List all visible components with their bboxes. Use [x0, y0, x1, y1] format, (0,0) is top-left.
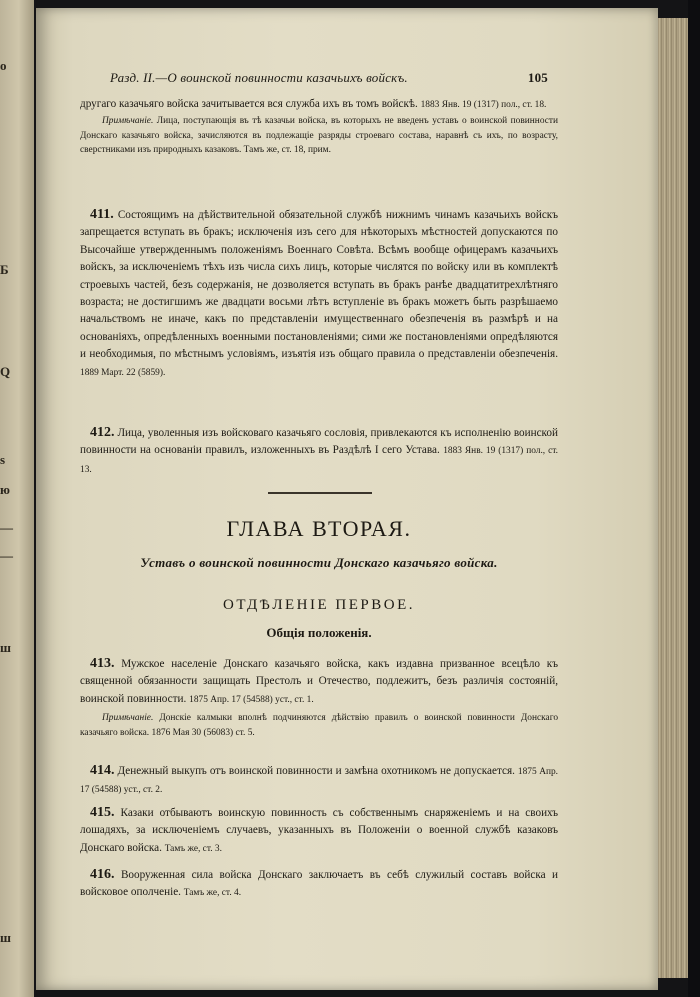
citation: 1876 Мая 30 (56083) ст. 5.	[151, 727, 255, 738]
citation: Тамъ же, ст. 4.	[183, 888, 242, 899]
citation: 1875 Апр. 17 (54588) уст., ст. 2.	[80, 767, 559, 796]
citation: 1889 Март. 22 (5859).	[80, 367, 166, 378]
article-text: Вооруженная сила войска Донскаго заключаетъ въ себѣ служилый составъ войска и войсковое ополченіе.	[80, 869, 558, 899]
paragraph	[80, 762, 558, 800]
left-page-fragment: ш	[0, 640, 11, 655]
note-text: Лица, поступающія въ тѣ казачьи войска, въ которыхъ не введенъ уставъ о воинской повинности Донскаго казачьяго войска, зачисляются въ подлежащіе разряды строеваго состава, наравнѣ съ ихъ, по возрасту, сверстниками изъ природныхъ казаковъ.	[80, 116, 559, 156]
article-number: 416.	[90, 867, 115, 882]
article-text: Денежный выкупъ отъ воинской повинности и замѣна охотникомъ не допускается.	[117, 765, 515, 777]
citation: Тамъ же, ст. 3.	[164, 843, 222, 854]
article-number: 412.	[90, 425, 115, 440]
section-title	[80, 597, 558, 614]
chapter-heading: ГЛАВА ВТОРАЯ.	[226, 516, 412, 541]
left-page-fragment: ш	[0, 930, 11, 945]
article-text: Состоящимъ на дѣйствительной обязательной службѣ нижнимъ чинамъ казачьихъ войскъ запрещается вступать въ бракъ; исключенія изъ сего для нѣкоторыхъ мѣстностей допускаются по Высочайше утвержденнымъ положеніямъ Военнаго Совѣта. Всѣмъ вообще офицерамъ казачьихъ войскъ, за исключеніемъ тѣхъ изъ числа сихъ лицъ, которые числятся по войску или въ комплектѣ строевыхъ частей, безъ содержанія, не дозволяется вступать въ бракъ ранѣе двадцатитрехлѣтняго возраста; не достигшимъ же двадцати восьми лѣтъ вступленіе въ бракъ можетъ быть разрѣшаемо начальствомъ не иначе, какъ по представленіи имущественнаго обезпеченія въ размѣрѣ и на основаніяхъ, опредѣленныхъ военными постановленіями; сими же постановленіями опредѣляются и необходимыя, по мѣстнымъ условіямъ, изъятія изъ общаго правила о представленіи обезпеченія.	[80, 209, 559, 361]
book-cover-edge	[688, 0, 700, 997]
paragraph	[80, 424, 558, 479]
article-416	[80, 866, 558, 903]
article-413	[80, 655, 558, 740]
page-number: 105	[527, 70, 548, 85]
article-text: Мужское населеніе Донскаго казачьяго войска, какъ издавна призванное всецѣло къ священной обязанности защищать Престолъ и Отечество, подлежитъ, безъ различія состояній, воинской повинности.	[80, 658, 559, 705]
note-label: Примѣчаніе.	[102, 713, 154, 724]
left-page-fragment: ю	[0, 482, 10, 497]
paragraph	[80, 96, 558, 114]
page-stack-edge	[658, 18, 690, 978]
citation: 1875 Апр. 17 (54588) уст., ст. 1.	[189, 694, 314, 705]
divider-rule	[268, 492, 372, 494]
left-page-fragment: —	[0, 520, 13, 535]
chapter-subtitle	[80, 555, 558, 571]
continued-paragraph	[80, 96, 558, 158]
paragraph	[80, 866, 558, 903]
chapter-title	[80, 516, 558, 542]
section-heading: ОТДѢЛЕНІЕ ПЕРВОЕ.	[222, 597, 415, 613]
citation: 1883 Янв. 19 (1317) пол., ст. 18.	[420, 100, 547, 110]
article-text: Лица, уволенныя изъ войсковаго казачьяго сословія, привлекаются къ исполненію воинской повинности на основаніи правилъ, изложенныхъ въ Раздѣлѣ I сего Устава.	[80, 427, 559, 457]
left-page-fragment: s	[0, 452, 6, 467]
article-number: 414.	[90, 763, 115, 778]
left-page-fragment: Б	[0, 262, 9, 277]
citation: Тамъ же, ст. 18, прим.	[243, 145, 331, 156]
note	[80, 114, 558, 158]
section-subtitle	[80, 625, 558, 641]
chapter-subheading: Уставъ о воинской повинности Донскаго казачьяго войска.	[140, 555, 498, 570]
left-page-edge	[0, 0, 34, 997]
section-subheading: Общія положенія.	[266, 625, 372, 640]
article-414	[80, 762, 558, 800]
article-number: 411.	[90, 207, 114, 222]
paragraph	[80, 206, 558, 382]
running-head	[110, 70, 548, 86]
article-text: Казаки отбываютъ воинскую повинность съ собственнымъ снаряженіемъ и на своихъ лошадяхъ, за исключеніемъ случаевъ, указанныхъ въ Положеніи о военной службѣ казаковъ Донскаго войска.	[80, 807, 559, 854]
note-text: Донскіе калмыки вполнѣ подчиняются дѣйствію правилъ о воинской повинности Донскаго казачьяго войска.	[80, 713, 559, 738]
article-number: 415.	[90, 805, 115, 820]
paragraph	[80, 804, 558, 858]
paragraph	[80, 655, 558, 709]
article-number: 413.	[90, 656, 115, 671]
citation: 1883 Янв. 19 (1317) пол., ст. 13.	[80, 446, 558, 475]
article-412	[80, 424, 558, 479]
article-415	[80, 804, 558, 858]
left-page-fragment: Q	[0, 364, 11, 379]
note	[80, 711, 558, 740]
note-label: Примѣчаніе.	[102, 116, 154, 127]
left-page-fragment: о	[0, 58, 7, 73]
left-page-fragment: —	[0, 548, 13, 563]
paragraph-text: другаго казачьяго войска зачитывается вся служба ихъ въ томъ войскѣ.	[80, 98, 418, 110]
running-head-title: Разд. II.—О воинской повинности казачьихъ войскъ.	[110, 70, 408, 85]
article-411	[80, 206, 558, 382]
